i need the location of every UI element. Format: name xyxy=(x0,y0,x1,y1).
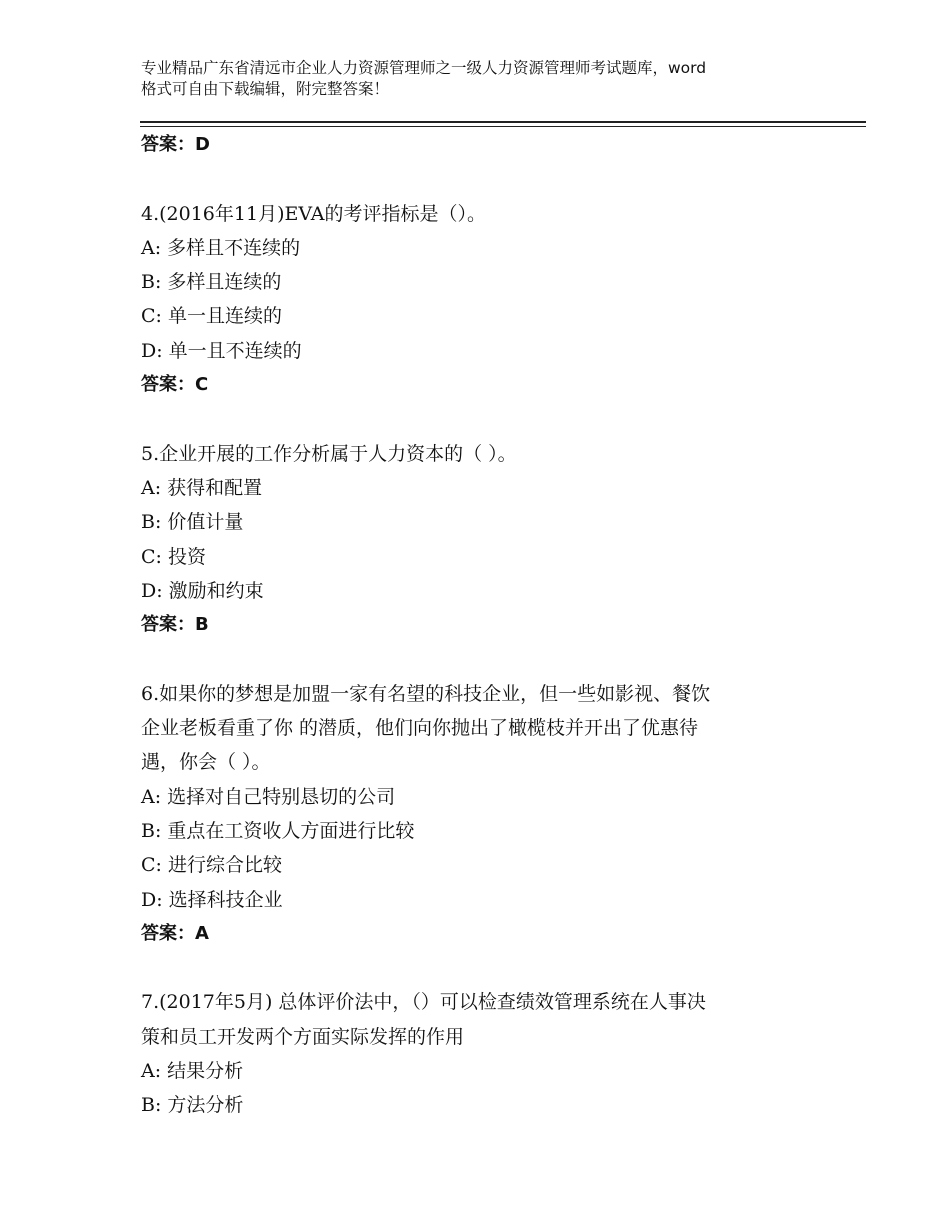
option-c: C: 单一且连续的 xyxy=(141,305,282,328)
question-stem xyxy=(141,985,841,1054)
question-stem xyxy=(141,677,841,780)
header-divider-thick xyxy=(140,121,866,123)
option-d: D: 单一且不连续的 xyxy=(141,339,302,362)
question-stem-line: 企业老板看重了你 的潜质，他们向你抛出了橄榄枝并开出了优惠待 xyxy=(141,717,699,740)
option-c: C: 进行综合比较 xyxy=(141,854,282,877)
answer-line: 答案：B xyxy=(141,614,209,636)
question-list xyxy=(141,128,841,1123)
question-stem-line: 4.(2016年11月)EVA的考评指标是（）。 xyxy=(141,202,487,225)
question-stem-line: 遇，你会（ ）。 xyxy=(141,751,271,774)
option-b: B: 重点在工资收人方面进行比较 xyxy=(141,819,415,842)
question-4 xyxy=(141,197,841,403)
option-b: B: 方法分析 xyxy=(141,1094,244,1117)
question-stem-line: 5.企业开展的工作分析属于人力资本的（ ）。 xyxy=(141,442,517,465)
option-c: C: 投资 xyxy=(141,545,206,568)
option-b: B: 多样且连续的 xyxy=(141,271,282,294)
document-header xyxy=(141,58,831,100)
option-d: D: 激励和约束 xyxy=(141,579,264,602)
question-stem xyxy=(141,197,841,231)
header-line-1: 专业精品广东省清远市企业人力资源管理师之一级人力资源管理师考试题库，word xyxy=(141,59,707,77)
option-d: D: 选择科技企业 xyxy=(141,888,283,911)
question-stem xyxy=(141,437,841,471)
question-stem-line: 7.(2017年5月) 总体评价法中，（）可以检查绩效管理系统在人事决 xyxy=(141,991,706,1014)
header-divider-thin xyxy=(140,126,866,127)
option-a: A: 选择对自己特别恳切的公司 xyxy=(141,785,396,808)
option-a: A: 获得和配置 xyxy=(141,476,263,499)
option-b: B: 价值计量 xyxy=(141,511,244,534)
question-stem-line: 6.如果你的梦想是加盟一家有名望的科技企业，但一些如影视、餐饮 xyxy=(141,682,711,705)
question-5 xyxy=(141,437,841,643)
answer-line: 答案：C xyxy=(141,374,209,396)
header-line-2: 格式可自由下载编辑，附完整答案！ xyxy=(141,80,390,98)
question-stem-line: 策和员工开发两个方面实际发挥的作用 xyxy=(141,1025,465,1048)
answer-line: 答案：A xyxy=(141,922,209,944)
option-a: A: 结果分析 xyxy=(141,1060,244,1083)
option-a: A: 多样且不连续的 xyxy=(141,236,301,259)
question-6 xyxy=(141,677,841,951)
question-7 xyxy=(141,985,841,1122)
previous-answer: 答案：D xyxy=(141,134,210,155)
